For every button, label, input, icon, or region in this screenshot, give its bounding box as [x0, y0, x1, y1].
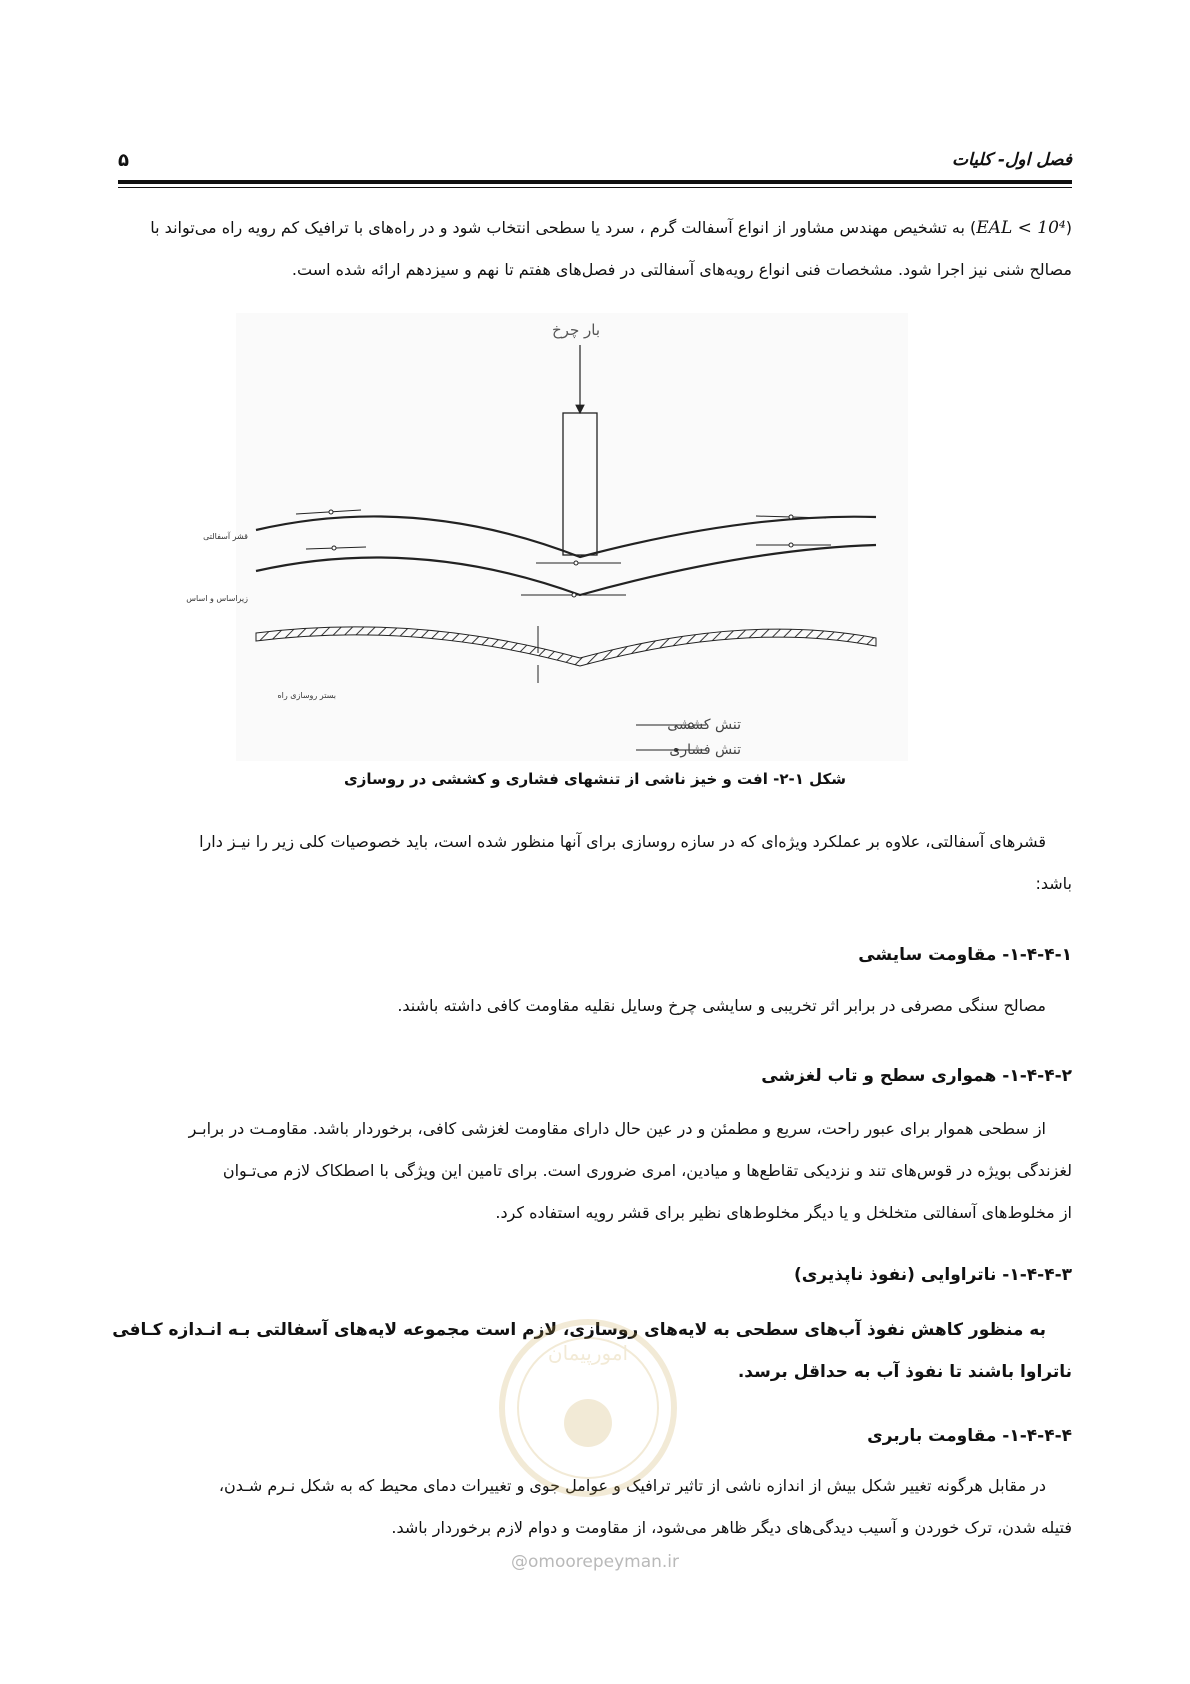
general-paragraph: [118, 821, 1072, 905]
load-column: [563, 413, 597, 555]
legend-tension-label: تنش کششی: [667, 717, 741, 733]
header-rule-thick: [118, 180, 1072, 184]
asphalt-top-curve: [256, 516, 876, 557]
section-abrasion-line-1: مصالح سنگی مصرفی در برابر اثر تخریبی و سایشی چرخ وسایل نقلیه مقاومت کافی داشته باشند.: [397, 996, 1046, 1015]
intro-line-1: [118, 207, 1072, 249]
general-line-1: قشرهای آسفالتی، علاوه بر عملکرد ویژه‌ای که در سازه روسازی برای آنها منظور شده است، باید خصوصیات کلی زیر را نیـز دارا: [199, 832, 1046, 851]
legend: [636, 717, 741, 758]
paren-open: (: [1065, 218, 1072, 237]
section-smoothness-text: [118, 1108, 1072, 1234]
header-rule-thin: [118, 187, 1072, 188]
section-heading-impermeability: ۱-۴-۴-۳- ناتراوایی (نفوذ ناپذیری): [793, 1265, 1072, 1285]
section-bearing-line-1: در مقابل هرگونه تغییر شکل بیش از اندازه ناشی از تاثیر ترافیک و عوامل جوی و تغییرات دمای محیط که به شکل نـرم شـدن،: [218, 1476, 1046, 1495]
chapter-title: فصل اول- کلیات: [952, 150, 1072, 170]
general-line-2: باشد:: [1035, 874, 1072, 893]
section-heading-bearing: ۱-۴-۴-۴- مقاومت باربری: [867, 1426, 1072, 1446]
watermark-site: @omoorepeyman.ir: [510, 1552, 680, 1572]
figure-caption: شکل ۱-۲- افت و خیز ناشی از تنشهای فشاری و کششی در روسازی: [344, 770, 846, 788]
pavement-deflection-figure: [186, 313, 908, 761]
section-bearing-line-2: فتیله شدن، ترک خوردن و آسیب دیدگی‌های دیگر ظاهر می‌شود، از مقاومت و دوام لازم برخوردار باشد.: [391, 1518, 1072, 1537]
section-smoothness-line-3: از مخلوط‌های آسفالتی متخلخل و یا دیگر مخلوط‌های نظیر برای قشر رویه استفاده کرد.: [495, 1203, 1072, 1222]
legend-compression-label: تنش فشاری: [669, 742, 741, 758]
base-layer-label: زیراساس و اساس: [186, 594, 248, 603]
watermark-logo-text: امورپیمان: [547, 1341, 629, 1365]
intro-line-1-text: ) به تشخیص مهندس مشاور از انواع آسفالت گرم ، سرد یا سطحی انتخاب شود و در راه‌های با ترافیک کم رویه راه می‌تواند با: [150, 218, 977, 237]
section-smoothness-line-2: لغزندگی بویژه در قوس‌های تند و نزدیکی تقاطع‌ها و میادین، امری ضروری است. برای تامین این ویژگی با اصطکاک لازم می‌تـوان: [222, 1161, 1072, 1180]
eal-formula: EAL < 10⁴: [976, 218, 1066, 238]
section-impermeability-line-1: به منظور کاهش نفوذ آب‌های سطحی به لایه‌های روسازی، لازم است مجموعه لایه‌های آسفالتی بـه انـدازه کـافی: [112, 1320, 1046, 1340]
intro-paragraph: [118, 207, 1072, 291]
section-heading-smoothness: ۱-۴-۴-۲- همواری سطح و تاب لغزشی: [761, 1066, 1072, 1086]
section-heading-abrasion: ۱-۴-۴-۱- مقاومت سایشی: [858, 945, 1072, 965]
section-smoothness-line-1: از سطحی هموار برای عبور راحت، سریع و مطمئن و در عین حال دارای مقاومت لغزشی کافی، برخوردار باشد. مقاومـت در برابـر: [188, 1119, 1046, 1138]
section-impermeability-line-2: ناتراوا باشند تا نفوذ آب به حداقل برسد.: [737, 1362, 1072, 1382]
intro-line-2: مصالح شنی نیز اجرا شود. مشخصات فنی انواع رویه‌های آسفالتی در فصل‌های هفتم تا نهم و سیزدهم ارائه شده است.: [291, 260, 1072, 279]
watermark-logo: [498, 1318, 678, 1498]
page-number: ۵: [118, 150, 129, 171]
asphalt-layer-label: قشر آسفالتی: [203, 532, 248, 541]
figure-diagram: [186, 313, 908, 761]
subgrade-label: بستر روسازی راه: [277, 691, 336, 700]
subgrade-curve: [256, 627, 876, 666]
wheel-load-label: بار چرخ: [552, 321, 600, 339]
page-header: [118, 150, 1072, 174]
section-abrasion-text: [118, 985, 1072, 1027]
